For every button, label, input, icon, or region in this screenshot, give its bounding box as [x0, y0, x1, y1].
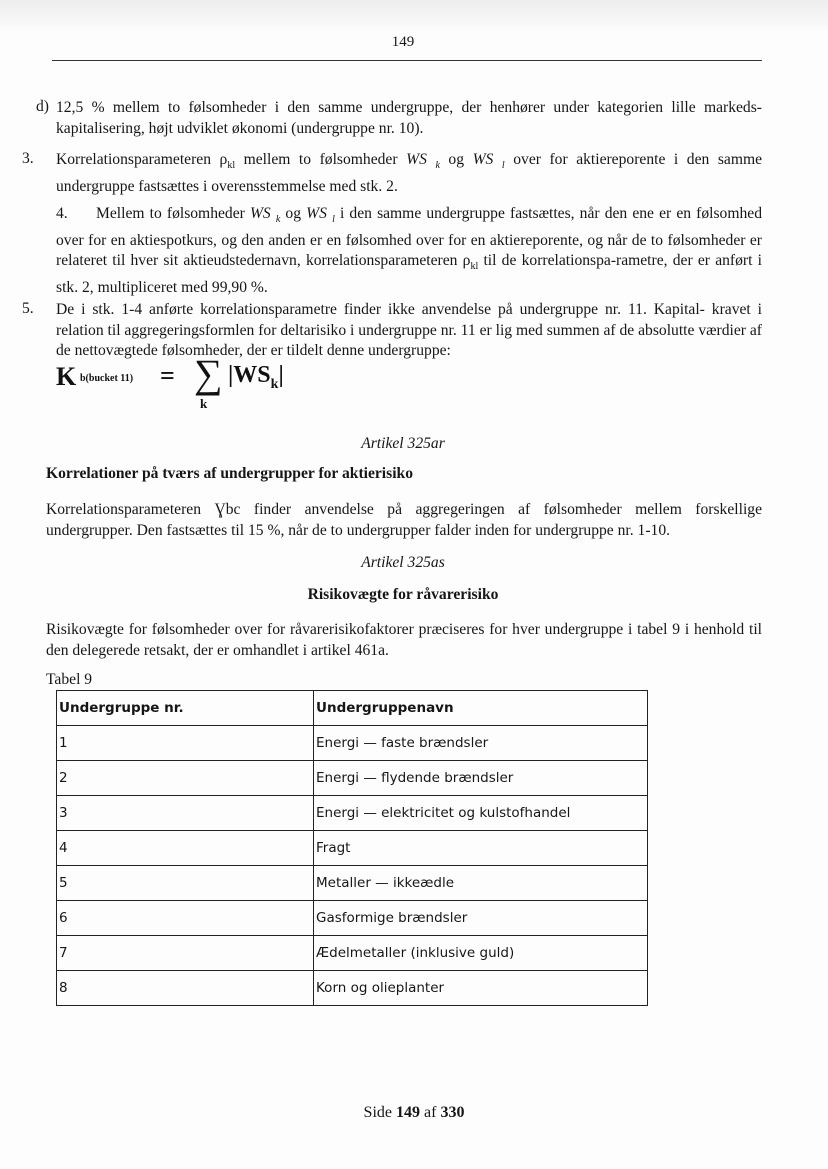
- cell-name: Korn og olieplanter: [314, 971, 648, 1006]
- table-row: [57, 936, 648, 971]
- cell-number: 2: [57, 761, 314, 796]
- cell-number: 5: [57, 866, 314, 901]
- paragraph-5-text: De i stk. 1-4 anførte korrelationsparametre finder ikke anvendelse på undergruppe nr. 11. Kapital- kravet i relation til aggregeringsformlen for deltarisiko i undergruppe nr. 11 er lig med summen af de absolutte værdier af de nettovægtede følsomheder, der er tildelt denne undergruppe:: [56, 301, 762, 359]
- cell-name: Fragt: [314, 831, 648, 866]
- table-row: [57, 796, 648, 831]
- scan-shadow: [0, 0, 828, 30]
- table-row: [57, 726, 648, 761]
- formula-equals: =: [160, 361, 175, 390]
- cell-number: 1: [57, 726, 314, 761]
- cell-name: Metaller — ikkeædle: [314, 866, 648, 901]
- article-325ar-title: Artikel 325ar: [361, 435, 445, 452]
- article-325as-text: Risikovægte for følsomheder over for råvarerisikofaktorer præciseres for hver undergruppe i tabel 9 i henhold til den delegerede retsakt, der er omhandlet i artikel 461a.: [46, 621, 762, 659]
- item-d-text: 12,5 % mellem to følsomheder i den samme undergruppe, der henhører under kategorien lille markeds-kapitalisering, højt udviklet økonomi (undergruppe nr. 10).: [56, 99, 762, 137]
- formula-k: K: [56, 362, 77, 391]
- cell-number: 8: [57, 971, 314, 1006]
- paragraph-3-text: Korrelationsparameteren $\rho_{kl}$ mellem to følsomheder WS $_k$ og WS $_l$ over for aktiereporente i den samme undergruppe fastsættes i overensstemmelse med stk. 2.: [56, 151, 762, 195]
- page-footer: Side 149 af 330: [363, 1104, 465, 1121]
- paragraph-4-text: 4. Mellem to følsomheder WS $_k$ og WS $_l$ i den samme undergruppe fastsættes, når den ene er en følsomhed over for en aktiespotkurs, og den anden er en følsomhed over for en aktiereporente, og når de to følsomheder er relateret til hver sit aktieudstedernavn, korrelationsparameteren $\rho_{kl}$ til de korrelationspa-rametre, der er anført i stk. 2, multipliceret med 99,90 %.: [56, 205, 762, 296]
- cell-name: Gasformige brændsler: [314, 901, 648, 936]
- table-row: [57, 971, 648, 1006]
- header-group-number: Undergruppe nr.: [57, 691, 314, 726]
- header-rule: [52, 60, 762, 61]
- table-9: [56, 690, 648, 1006]
- cell-name: Energi — flydende brændsler: [314, 761, 648, 796]
- cell-number: 7: [57, 936, 314, 971]
- article-325ar-text: Korrelationsparameteren Ɣbc finder anvendelse på aggregeringen af følsomheder mellem forskellige undergrupper. Den fastsættes til 15 %, når de to undergrupper falder inden for undergruppe nr. 1-10.: [46, 501, 762, 539]
- table-row: [57, 831, 648, 866]
- cell-name: Energi — elektricitet og kulstofhandel: [314, 796, 648, 831]
- page-number-header: 149: [391, 34, 415, 50]
- formula-k-subscript: b(bucket 11): [80, 373, 134, 384]
- paragraph-5-label: 5.: [22, 300, 34, 317]
- cell-number: 4: [57, 831, 314, 866]
- cell-name: Energi — faste brændsler: [314, 726, 648, 761]
- table-row: [57, 866, 648, 901]
- article-325as-heading: Risikovægte for råvarerisiko: [307, 586, 499, 603]
- article-325as-title: Artikel 325as: [361, 554, 445, 571]
- table-9-caption: Tabel 9: [46, 671, 93, 688]
- bucket-11-formula: [56, 351, 356, 412]
- table-row: [57, 761, 648, 796]
- cell-number: 6: [57, 901, 314, 936]
- cell-number: 3: [57, 796, 314, 831]
- formula-sum-index: k: [200, 396, 208, 411]
- formula-sum-symbol: ∑: [194, 351, 223, 396]
- header-group-name: Undergruppenavn: [314, 691, 648, 726]
- paragraph-3-label: 3.: [22, 150, 34, 167]
- table-row: [57, 901, 648, 936]
- formula-rhs: $|WS_k|$: [228, 362, 284, 392]
- cell-name: Ædelmetaller (inklusive guld): [314, 936, 648, 971]
- table-header-row: [57, 691, 648, 726]
- article-325ar-heading: Korrelationer på tværs af undergrupper for aktierisiko: [46, 465, 414, 482]
- item-d-label: d): [36, 98, 49, 115]
